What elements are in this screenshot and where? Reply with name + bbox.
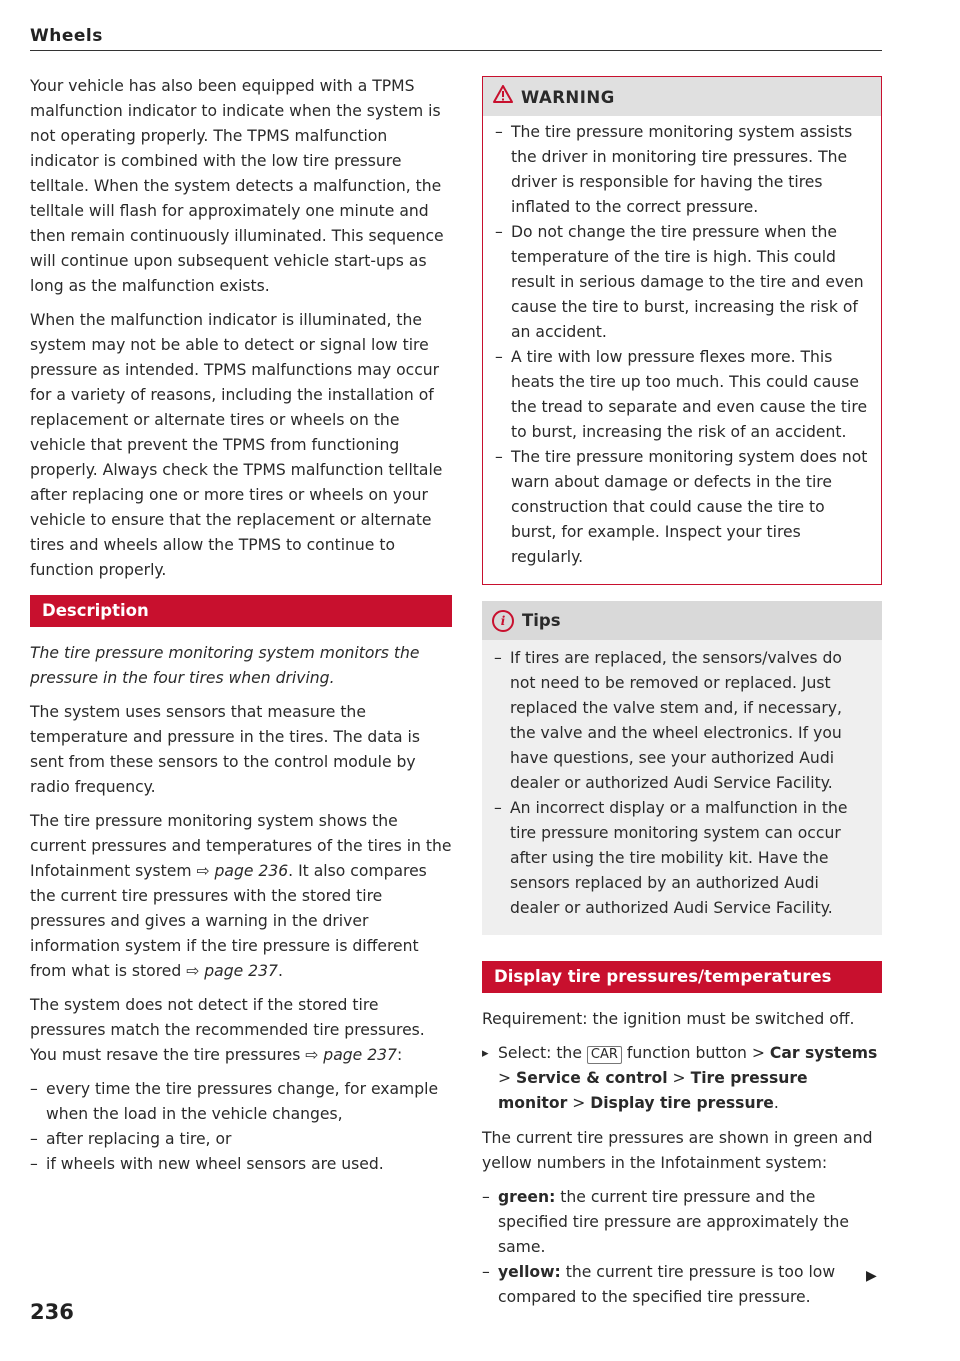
green-label: green: [498, 1188, 556, 1206]
list-item: – The tire pressure monitoring system does not warn about damage or defects in the tire construction that could cause the tire to burst, for example. Inspect your tires regularly. [495, 445, 869, 570]
warning-box [482, 76, 882, 585]
menu-path-item: Tire pressure monitor [498, 1069, 808, 1112]
text: The tire pressure monitoring system shows the current pressures and temperatures of the tires in the Infotainment system [30, 812, 452, 880]
paragraph [30, 993, 452, 1068]
text: The system does not detect if the stored tire pressures match the recommended tire pressures. You must resave the tire pressures [30, 996, 425, 1064]
tips-box [482, 601, 882, 935]
page-number: 236 [30, 1300, 74, 1324]
left-column [30, 74, 452, 1183]
intro-text: The tire pressure monitoring system monitors the pressure in the four tires when driving. [30, 644, 420, 687]
section-title-display: Display tire pressures/temperatures [482, 961, 882, 993]
warning-triangle-icon [493, 85, 513, 110]
car-key-button[interactable]: CAR [587, 1046, 622, 1064]
list-item: – A tire with low pressure flexes more. This heats the tire up too much. This could cause the tread to separate and even cause the tire to burst, increasing the risk of an accident. [495, 345, 869, 445]
tips-list [494, 646, 870, 921]
list-item: – after replacing a tire, or [30, 1127, 452, 1152]
requirement-text: Requirement: the ignition must be switched off. [482, 1010, 855, 1028]
warning-header [483, 77, 881, 116]
tips-body [482, 640, 882, 935]
text: Select: the [498, 1044, 587, 1062]
separator: > [498, 1069, 517, 1087]
continue-arrow-icon: ▶ [866, 1268, 877, 1284]
page-reference-link[interactable]: ⇨ page 237 [186, 962, 278, 980]
text: the current tire pressure and the specified tire pressure are approximately the same. [498, 1188, 849, 1256]
paragraph: When the malfunction indicator is illuminated, the system may not be able to detect or signal low tire pressure as intended. TPMS malfunctions may occur for a variety of reasons, including the installation of replacement or alternate tires or wheels on the vehicle that prevent the TPMS from functioning properly. Always check the TPMS malfunction telltale after replacing one or more tires or wheels on your vehicle to ensure that the replacement or alternate tires and wheels allow the TPMS to continue to function properly. [30, 311, 443, 579]
text: . It also compares the current tire pressures with the stored tire pressures and gives a warning in the driver information system if the tire pressure is different from what is stored [30, 862, 427, 980]
list-item: – every time the tire pressures change, for example when the load in the vehicle changes, [30, 1077, 452, 1127]
header-title: Wheels [30, 26, 103, 46]
section-title-description: Description [30, 595, 452, 627]
text: : [396, 1046, 403, 1064]
text: the current tire pressure is too low compared to the specified tire pressure. [498, 1263, 836, 1306]
header-rule [30, 50, 882, 51]
text: . [277, 962, 283, 980]
text: function button > [621, 1044, 770, 1062]
paragraph [30, 809, 452, 984]
yellow-label: yellow: [498, 1263, 561, 1281]
separator: > [667, 1069, 691, 1087]
paragraph: Your vehicle has also been equipped with a TPMS malfunction indicator to indicate when the system is not operating properly. The TPMS malfunction indicator is combined with the low tire pressure telltale. When the system detects a malfunction, the telltale will flash for approximately one minute and then remain continuously illuminated. This sequence will continue upon subsequent vehicle start-ups as long as the malfunction exists. [30, 77, 444, 295]
select-step [482, 1041, 882, 1116]
page-reference-link[interactable]: ⇨ page 237 [305, 1046, 397, 1064]
warning-list [495, 120, 869, 570]
separator: > [567, 1094, 591, 1112]
list-item: – The tire pressure monitoring system assists the driver in monitoring tire pressures. The driver is responsible for having the tires inflated to the correct pressure. [495, 120, 869, 220]
warning-body [483, 116, 881, 584]
list-item: – An incorrect display or a malfunction in the tire pressure monitoring system can occur after using the tire mobility kit. Have the sensors replaced by an authorized Audi dealer or authorized Audi Service Facility. [494, 796, 870, 921]
text: . [773, 1094, 779, 1112]
tips-header [482, 601, 882, 640]
menu-path-item: Display tire pressure [590, 1094, 774, 1112]
resave-conditions-list [30, 1077, 452, 1177]
list-item: – if wheels with new wheel sensors are used. [30, 1152, 452, 1177]
list-item [482, 1185, 882, 1260]
list-item [482, 1260, 882, 1310]
paragraph: The system uses sensors that measure the temperature and pressure in the tires. The data is sent from these sensors to the control module by radio frequency. [30, 703, 420, 796]
right-column [482, 74, 882, 1316]
paragraph: The current tire pressures are shown in green and yellow numbers in the Infotainment system: [482, 1129, 873, 1172]
page-reference-link[interactable]: ⇨ page 236 [196, 862, 289, 880]
color-legend-list [482, 1185, 882, 1310]
list-item: – Do not change the tire pressure when the temperature of the tire is high. This could result in serious damage to the tire and even cause the tire to burst, increasing the risk of an accident. [495, 220, 869, 345]
warning-title: WARNING [521, 88, 615, 107]
tips-title: Tips [522, 611, 561, 630]
menu-path-item: Service & control [516, 1069, 668, 1087]
info-circle-icon: i [492, 610, 514, 632]
menu-path-item: Car systems [769, 1044, 878, 1062]
list-item: – If tires are replaced, the sensors/valves do not need to be removed or replaced. Just replaced the valve stem and, if necessary, the valve and the wheel electronics. If you have questions, see your authorized Audi dealer or authorized Audi Service Facility. [494, 646, 870, 796]
